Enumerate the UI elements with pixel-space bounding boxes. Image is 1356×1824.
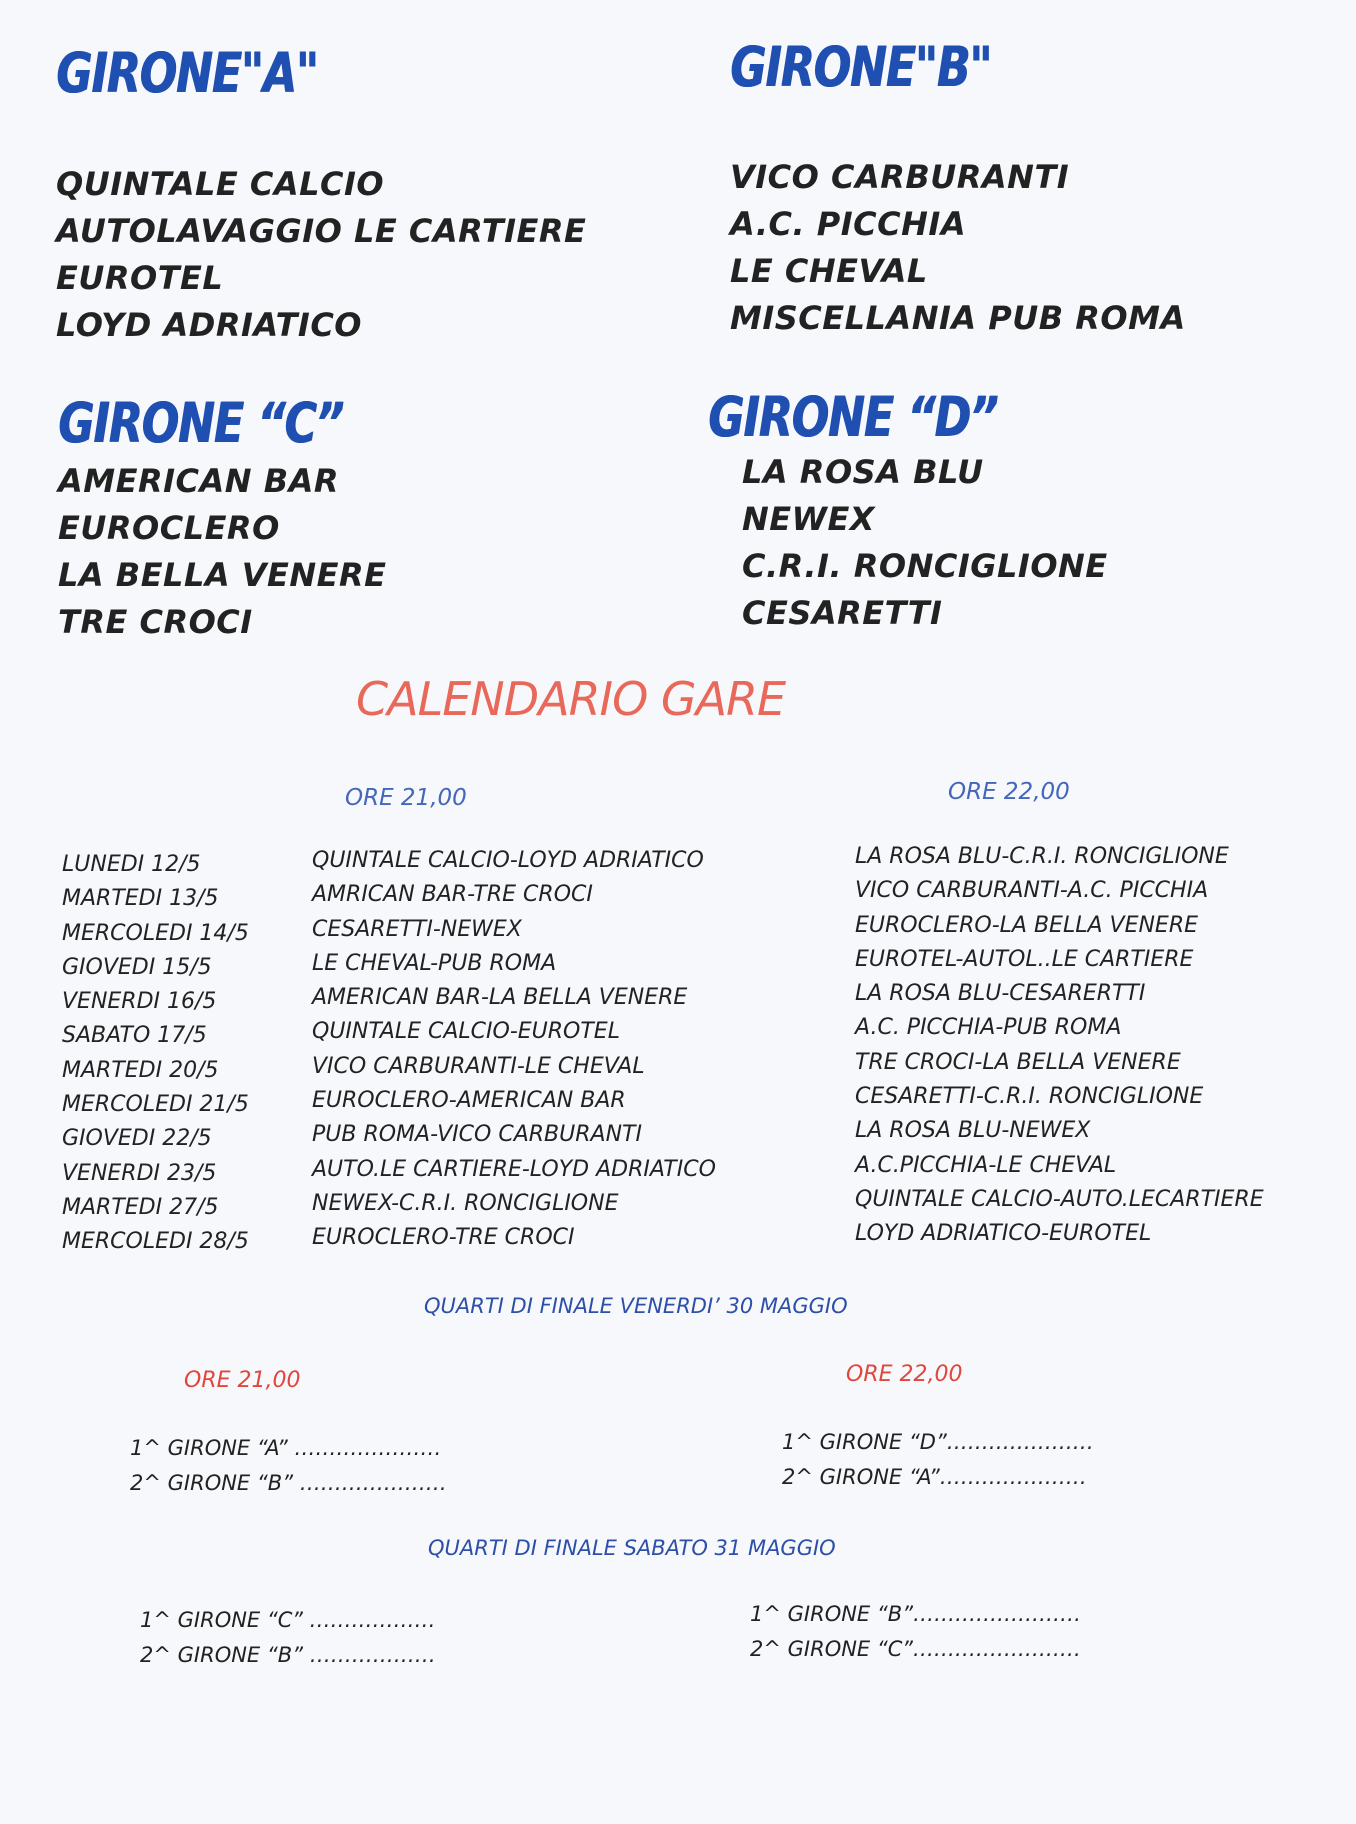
quarterfinal-time-21: ORE 21,00 — [184, 1368, 301, 1393]
match-entry: QUINTALE CALCIO-LOYD ADRIATICO — [312, 848, 704, 873]
quarterfinal-slot: 2^ GIRONE “C”…………………… — [750, 1637, 1081, 1661]
time-header-22: ORE 22,00 — [948, 779, 1070, 805]
match-days-column — [62, 852, 249, 1264]
match-entry: VICO CARBURANTI-A.C. PICCHIA — [855, 878, 1209, 904]
team-name: LA BELLA VENERE — [58, 556, 387, 594]
matches-21-column — [312, 848, 716, 1260]
quarterfinal-slot: 2^ GIRONE “B” ………………… — [130, 1471, 447, 1495]
quarterfinal-slot: 2^ GIRONE “A”………………… — [782, 1465, 1087, 1489]
group-b-teams — [730, 154, 1186, 342]
match-entry: EUROCLERO-LA BELLA VENERE — [855, 912, 1199, 938]
match-day: LUNEDI 12/5 — [62, 852, 201, 877]
quarterfinal-slot-group — [782, 1430, 1094, 1500]
quarterfinals-friday-heading: QUARTI DI FINALE VENERDI’ 30 MAGGIO — [424, 1294, 848, 1318]
match-day: VENERDI 16/5 — [62, 989, 217, 1015]
quarterfinal-slot-group — [140, 1608, 436, 1678]
match-entry: PUB ROMA-VICO CARBURANTI — [312, 1122, 642, 1148]
match-day: MARTEDI 13/5 — [62, 886, 219, 912]
match-entry: A.C.PICCHIA-LE CHEVAL — [855, 1152, 1117, 1178]
team-name: EUROTEL — [56, 259, 224, 297]
matches-22-column — [855, 844, 1264, 1256]
group-d — [708, 386, 1108, 637]
match-entry: LA ROSA BLU-CESARERTTI — [855, 981, 1146, 1007]
quarterfinals-saturday-heading: QUARTI DI FINALE SABATO 31 MAGGIO — [428, 1536, 836, 1560]
quarterfinal-slot: 2^ GIRONE “B” ……………… — [140, 1643, 436, 1667]
team-name: QUINTALE CALCIO — [56, 165, 385, 203]
quarterfinal-slot-group — [750, 1602, 1081, 1672]
quarterfinal-slot: 1^ GIRONE “D”………………… — [782, 1430, 1094, 1454]
match-entry: CESARETTI-C.R.I. RONCIGLIONE — [855, 1084, 1204, 1110]
match-entry: EUROCLERO-TRE CROCI — [312, 1225, 575, 1251]
match-entry: QUINTALE CALCIO-AUTO.LECARTIERE — [855, 1186, 1264, 1212]
team-name: TRE CROCI — [58, 603, 253, 641]
match-day: VENERDI 23/5 — [62, 1160, 217, 1186]
match-entry: EUROCLERO-AMERICAN BAR — [312, 1088, 626, 1114]
match-entry: CESARETTI-NEWEX — [312, 916, 522, 942]
match-day: MERCOLEDI 28/5 — [62, 1229, 249, 1255]
team-name: NEWEX — [742, 500, 875, 538]
quarterfinal-time-22: ORE 22,00 — [846, 1362, 963, 1387]
quarterfinal-slot: 1^ GIRONE “A” ………………… — [130, 1436, 442, 1460]
match-entry: EUROTEL-AUTOL..LE CARTIERE — [855, 946, 1194, 972]
group-b-title: GIRONE"B" — [730, 36, 992, 100]
match-entry: A.C. PICCHIA-PUB ROMA — [855, 1015, 1122, 1041]
group-c-title: GIRONE “C” — [58, 392, 343, 456]
team-name: LE CHEVAL — [730, 252, 928, 290]
team-name: CESARETTI — [742, 594, 943, 632]
group-a-teams — [56, 161, 586, 349]
group-c — [58, 392, 387, 646]
calendar-title: CALENDARIO GARE — [356, 672, 786, 726]
group-a — [56, 42, 586, 349]
match-day: MERCOLEDI 21/5 — [62, 1092, 249, 1118]
match-entry: LA ROSA BLU-C.R.I. RONCIGLIONE — [855, 844, 1229, 869]
match-entry: NEWEX-C.R.I. RONCIGLIONE — [312, 1190, 619, 1216]
match-entry: AMERICAN BAR-LA BELLA VENERE — [312, 985, 688, 1011]
group-c-teams — [58, 458, 387, 646]
match-entry: VICO CARBURANTI-LE CHEVAL — [312, 1053, 645, 1079]
match-entry: AUTO.LE CARTIERE-LOYD ADRIATICO — [312, 1156, 716, 1182]
team-name: C.R.I. RONCIGLIONE — [742, 547, 1108, 585]
group-d-title: GIRONE “D” — [708, 386, 998, 450]
group-d-teams — [708, 449, 1108, 637]
match-entry: LOYD ADRIATICO-EUROTEL — [855, 1221, 1152, 1247]
team-name: EUROCLERO — [58, 509, 280, 547]
team-name: VICO CARBURANTI — [730, 158, 1070, 196]
group-a-title: GIRONE"A" — [56, 42, 318, 106]
team-name: LOYD ADRIATICO — [56, 306, 362, 344]
match-entry: LA ROSA BLU-NEWEX — [855, 1118, 1091, 1144]
match-day: MARTEDI 27/5 — [62, 1194, 219, 1220]
team-name: LA ROSA BLU — [742, 453, 984, 491]
match-day: GIOVEDI 15/5 — [62, 954, 212, 980]
match-day: MERCOLEDI 14/5 — [62, 920, 249, 946]
match-day: SABATO 17/5 — [62, 1023, 207, 1049]
team-name: AUTOLAVAGGIO LE CARTIERE — [56, 212, 587, 250]
quarterfinal-slot-group — [130, 1436, 447, 1506]
quarterfinal-slot: 1^ GIRONE “B”…………………… — [750, 1602, 1082, 1626]
match-entry: AMRICAN BAR-TRE CROCI — [312, 882, 593, 908]
team-name: AMERICAN BAR — [58, 462, 339, 500]
quarterfinal-slot: 1^ GIRONE “C” ……………… — [140, 1608, 436, 1632]
match-day: MARTEDI 20/5 — [62, 1057, 219, 1083]
match-entry: LE CHEVAL-PUB ROMA — [312, 950, 557, 976]
match-entry: QUINTALE CALCIO-EUROTEL — [312, 1019, 620, 1045]
team-name: MISCELLANIA PUB ROMA — [730, 299, 1186, 337]
time-header-21: ORE 21,00 — [345, 785, 467, 811]
group-b — [730, 36, 1186, 342]
match-entry: TRE CROCI-LA BELLA VENERE — [855, 1049, 1181, 1075]
match-day: GIOVEDI 22/5 — [62, 1126, 212, 1152]
team-name: A.C. PICCHIA — [730, 205, 967, 243]
